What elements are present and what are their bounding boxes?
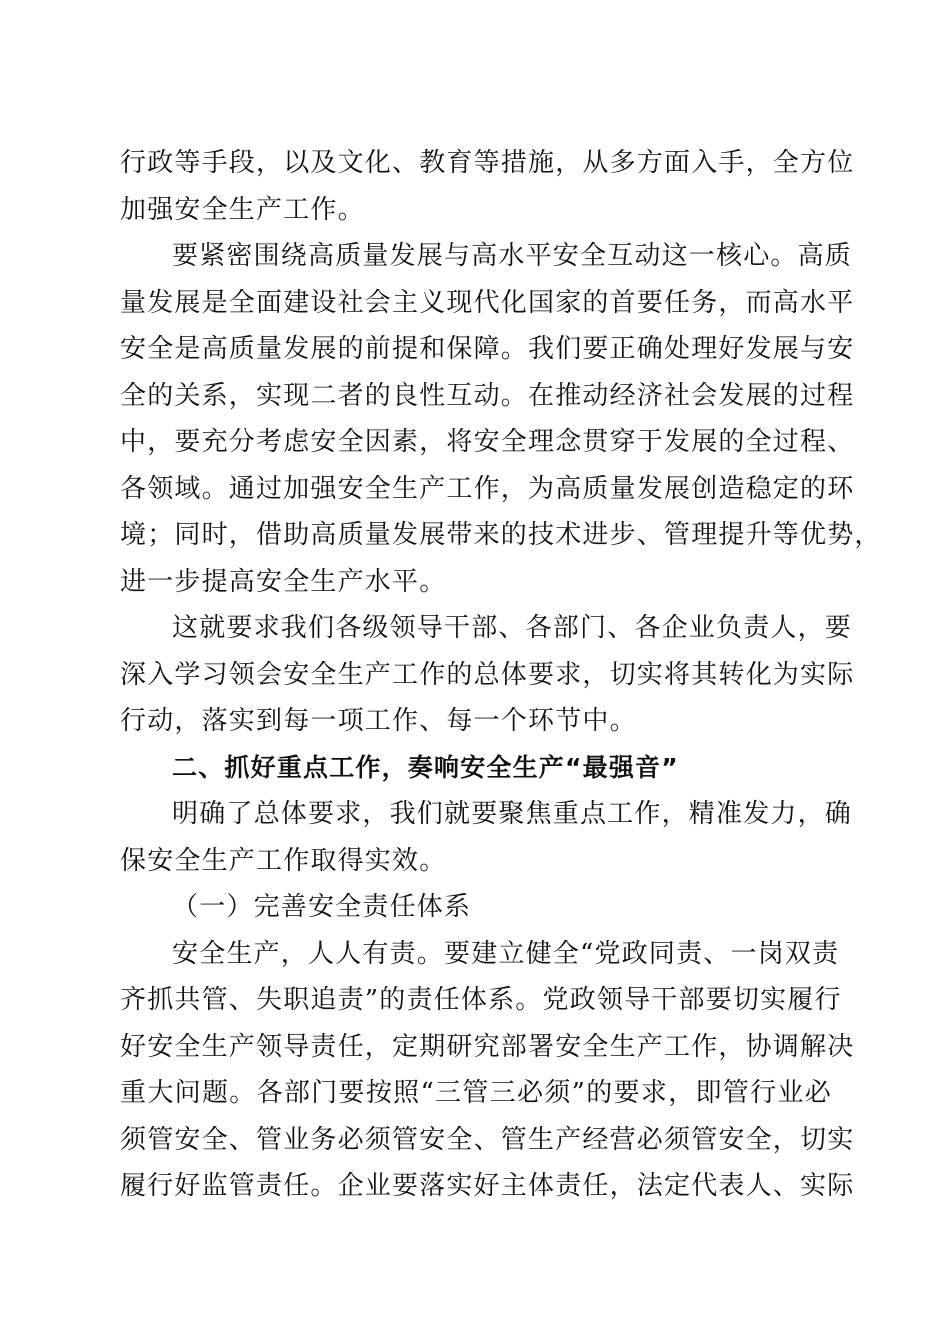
- text-line: 保安全生产工作取得实效。: [120, 845, 447, 876]
- text-line: 各领域。通过加强安全生产工作，为高质量发展创造稳定的环: [120, 473, 855, 504]
- text-line: 中，要充分考虑安全因素，将安全理念贯穿于发展的全过程、: [120, 427, 855, 457]
- document-body: [120, 140, 882, 1210]
- subsection-heading-text: （一）完善安全责任体系: [172, 892, 472, 922]
- text-line: 这就要求我们各级领导干部、各部门、各企业负责人，要: [172, 613, 853, 643]
- text-line: 齐抓共管、失职追责”的责任体系。党政领导干部要切实履行: [120, 985, 842, 1015]
- text-line: 全的关系，实现二者的良性互动。在推动经济社会发展的过程: [120, 380, 855, 411]
- text-line: 深入学习领会安全生产工作的总体要求，切实将其转化为实际: [120, 659, 855, 690]
- text-line: 明确了总体要求，我们就要聚焦重点工作，精准发力，确: [172, 799, 853, 829]
- text-line: 好安全生产领导责任，定期研究部署安全生产工作，协调解决: [120, 1031, 855, 1062]
- paragraph-2: [120, 233, 882, 605]
- section-heading-text: 二、抓好重点工作，奏响安全生产“最强音”: [172, 752, 679, 782]
- text-line: 量发展是全面建设社会主义现代化国家的首要任务，而高水平: [120, 287, 855, 318]
- text-line: 进一步提高安全生产水平。: [120, 566, 447, 597]
- text-line: 行动，落实到每一项工作、每一个环节中。: [120, 706, 637, 736]
- text-line: 重大问题。各部门要按照“三管三必须”的要求，即管行业必: [120, 1078, 832, 1108]
- paragraph-3: [120, 605, 855, 745]
- text-line: 安全生产，人人有责。要建立健全“党政同责、一岗双责: [172, 938, 840, 969]
- text-line: 安全是高质量发展的前提和保障。我们要正确处理好发展与安: [120, 334, 855, 364]
- text-line: 要紧密围绕高质量发展与高水平安全互动这一核心。高质: [172, 241, 853, 271]
- text-line: 履行好监管责任。企业要落实好主体责任，法定代表人、实际: [120, 1171, 855, 1201]
- text-line: 行政等手段，以及文化、教育等措施，从多方面入手，全方位: [120, 148, 855, 178]
- section-heading: [120, 745, 832, 792]
- paragraph-1: [120, 140, 855, 233]
- subsection-heading: [120, 884, 832, 931]
- text-line: 境；同时，借助高质量发展带来的技术进步、管理提升等优势，: [120, 520, 882, 550]
- text-line: 加强安全生产工作。: [120, 194, 365, 225]
- paragraph-4: [120, 791, 853, 884]
- text-line: 须管安全、管业务必须管安全、管生产经营必须管安全，切实: [120, 1124, 855, 1155]
- paragraph-5: [120, 931, 855, 1210]
